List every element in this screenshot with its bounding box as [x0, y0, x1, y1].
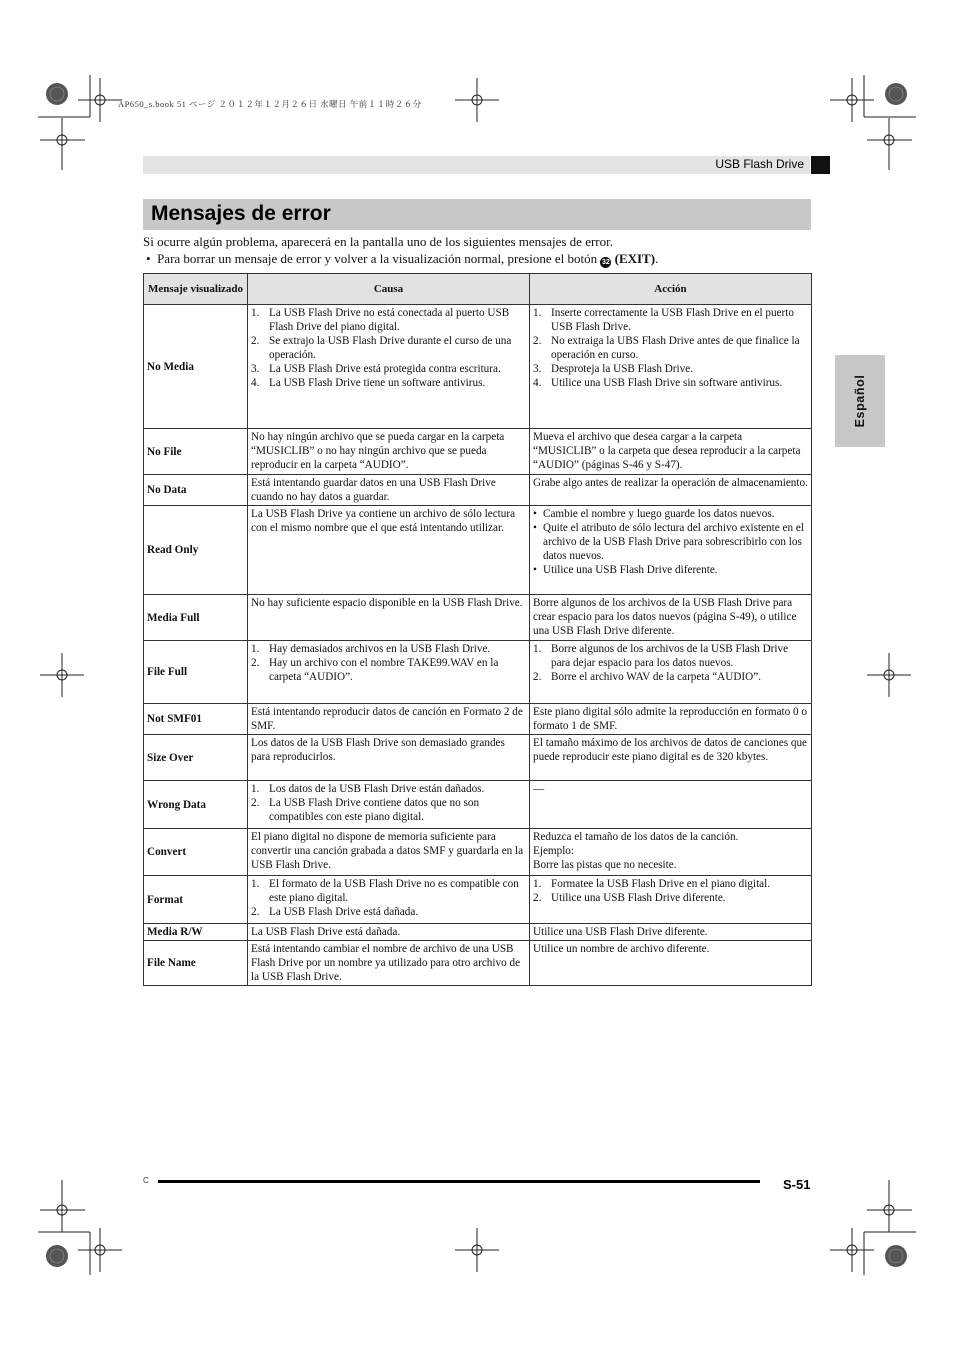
- list-number: 2.: [533, 671, 542, 683]
- cause-cell: [248, 506, 530, 595]
- list-item: [251, 306, 526, 334]
- language-tab: [835, 355, 885, 447]
- cause-list: [251, 642, 526, 684]
- action-list: [533, 507, 808, 577]
- list-item-text: Borre algunos de los archivos de la USB Flash Drive para dejar espacio para los datos nuevos.: [551, 643, 789, 669]
- action-text: Este piano digital sólo admite la reproducción en formato 0 o formato 1 de SMF.: [533, 706, 808, 732]
- list-item-text: Hay un archivo con el nombre TAKE99.WAV en la carpeta “AUDIO”.: [269, 657, 499, 683]
- error-message-name: Wrong Data: [144, 781, 248, 829]
- cause-cell: [248, 595, 530, 641]
- page-title: Mensajes de error: [151, 202, 331, 225]
- cause-text: La USB Flash Drive ya contiene un archivo de sólo lectura con el mismo nombre que el que está intentando utilizar.: [251, 508, 516, 534]
- cause-text: Está intentando reproducir datos de canción en Formato 2 de SMF.: [251, 706, 523, 732]
- list-item-text: Utilice una USB Flash Drive diferente.: [551, 892, 726, 904]
- bullet-text: Para borrar un mensaje de error y volver a la visualización normal, presione el botón: [157, 251, 598, 266]
- footer-mark: C: [143, 1176, 149, 1185]
- table-header-row: [144, 274, 812, 305]
- intro-text: Si ocurre algún problema, aparecerá en la pantalla uno de los siguientes mensajes de error.: [143, 234, 613, 249]
- cause-text: Está intentando guardar datos en una USB Flash Drive cuando no hay datos a guardar.: [251, 477, 496, 503]
- header-band: [143, 156, 810, 174]
- table-row: [144, 305, 812, 429]
- action-cell: [530, 704, 812, 735]
- action-list: [533, 877, 808, 905]
- list-item-text: Cambie el nombre y luego guarde los datos nuevos.: [543, 508, 775, 520]
- list-item-text: La USB Flash Drive contiene datos que no son compatibles con este piano digital.: [269, 797, 480, 823]
- list-item-text: Ejemplo:: [533, 845, 575, 857]
- error-message-name: File Full: [144, 641, 248, 704]
- table-row: [144, 475, 812, 506]
- cause-text: Los datos de la USB Flash Drive son demasiado grandes para reproducirlos.: [251, 737, 505, 763]
- action-cell: [530, 305, 812, 429]
- error-message-name: Media R/W: [144, 924, 248, 941]
- action-text: —: [533, 783, 545, 795]
- list-item: [533, 376, 808, 390]
- list-item-text: La USB Flash Drive está dañada.: [269, 906, 419, 918]
- table-row: [144, 506, 812, 595]
- error-message-name: Size Over: [144, 735, 248, 781]
- action-list: [533, 306, 808, 390]
- section-label: USB Flash Drive: [715, 157, 804, 171]
- action-cell: [530, 924, 812, 941]
- list-item-text: Los datos de la USB Flash Drive están dañados.: [269, 783, 485, 795]
- list-number: 1.: [251, 878, 260, 890]
- list-item: [533, 844, 808, 858]
- list-number: 2.: [533, 892, 542, 904]
- section-marker: [811, 156, 830, 174]
- list-number: 1.: [251, 783, 260, 795]
- action-cell: [530, 429, 812, 475]
- list-number: 2.: [251, 657, 260, 669]
- table-row: [144, 429, 812, 475]
- cause-text: La USB Flash Drive está dañada.: [251, 926, 401, 938]
- list-number: 2.: [251, 797, 260, 809]
- action-cell: [530, 506, 812, 595]
- list-item: [251, 782, 526, 796]
- cause-text: No hay suficiente espacio disponible en la USB Flash Drive.: [251, 597, 523, 609]
- list-item: [251, 334, 526, 362]
- table-row: [144, 641, 812, 704]
- list-item-text: El formato de la USB Flash Drive no es compatible con este piano digital.: [269, 878, 519, 904]
- cause-text: El piano digital no dispone de memoria suficiente para convertir una canción grabada a datos SMF y guardarla en la USB Flash Drive.: [251, 831, 524, 871]
- list-number: 1.: [533, 307, 542, 319]
- list-item-text: Formatee la USB Flash Drive en el piano digital.: [551, 878, 771, 890]
- table-row: [144, 829, 812, 876]
- action-cell: [530, 941, 812, 986]
- error-message-name: Read Only: [144, 506, 248, 595]
- action-list: [533, 642, 808, 684]
- list-item-text: No extraiga la UBS Flash Drive antes de que finalice la operación en curso.: [551, 335, 800, 361]
- action-text: Utilice un nombre de archivo diferente.: [533, 943, 710, 955]
- table-row: [144, 781, 812, 829]
- table-body: [144, 305, 812, 986]
- error-message-name: File Name: [144, 941, 248, 986]
- list-number: 1.: [251, 643, 260, 655]
- list-item: [251, 642, 526, 656]
- action-cell: [530, 829, 812, 876]
- error-message-name: No File: [144, 429, 248, 475]
- header-message: Mensaje visualizado: [144, 274, 248, 305]
- list-number: 1.: [533, 643, 542, 655]
- list-number: 1.: [533, 878, 542, 890]
- table-row: [144, 735, 812, 781]
- exit-button-label: (EXIT): [614, 251, 656, 266]
- title-bar: [143, 199, 811, 230]
- table-row: [144, 876, 812, 924]
- action-cell: [530, 595, 812, 641]
- list-item-text: Quite el atributo de sólo lectura del archivo existente en el archivo de la USB Flash Drive para sobrescribirlo con los datos nuevos.: [543, 522, 804, 562]
- list-item: [533, 891, 808, 905]
- list-number: 4.: [533, 377, 542, 389]
- list-number: 4.: [251, 377, 260, 389]
- list-item-text: Borre el archivo WAV de la carpeta “AUDIO”.: [551, 671, 761, 683]
- list-item: [533, 362, 808, 376]
- error-message-name: Media Full: [144, 595, 248, 641]
- cause-cell: [248, 305, 530, 429]
- list-item-text: Se extrajo la USB Flash Drive durante el curso de una operación.: [269, 335, 512, 361]
- action-cell: [530, 735, 812, 781]
- cause-cell: [248, 429, 530, 475]
- list-number: 3.: [533, 363, 542, 375]
- list-number: 3.: [251, 363, 260, 375]
- list-item: [533, 642, 808, 670]
- action-text: Grabe algo antes de realizar la operación de almacenamiento.: [533, 477, 808, 489]
- list-item: [533, 507, 808, 521]
- list-item-text: Hay demasiados archivos en la USB Flash Drive.: [269, 643, 491, 655]
- error-message-name: Format: [144, 876, 248, 924]
- list-number: 1.: [251, 307, 260, 319]
- action-text: Utilice una USB Flash Drive diferente.: [533, 926, 708, 938]
- list-item: [251, 376, 526, 390]
- list-number: 2.: [251, 906, 260, 918]
- header-cause: Causa: [248, 274, 530, 305]
- action-text: El tamaño máximo de los archivos de datos de canciones que puede reproducir este piano digital es de 320 kbytes.: [533, 737, 808, 763]
- list-item-text: Borre las pistas que no necesite.: [533, 859, 677, 871]
- list-item: [251, 656, 526, 684]
- language-tab-label: Español: [853, 374, 867, 428]
- error-message-name: No Data: [144, 475, 248, 506]
- table-row: [144, 941, 812, 986]
- header-action: Acción: [530, 274, 812, 305]
- action-cell: [530, 876, 812, 924]
- action-text: Borre algunos de los archivos de la USB Flash Drive para crear espacio para los datos nuevos (página S-49), o utilice una USB Flash Drive diferente.: [533, 597, 797, 637]
- action-list: [533, 830, 808, 872]
- list-item-text: Utilice una USB Flash Drive diferente.: [543, 564, 718, 576]
- action-cell: [530, 781, 812, 829]
- error-message-name: No Media: [144, 305, 248, 429]
- print-header: AP650_s.book 51 ページ ２０１２年１２月２６日 水曜日 午前１１時２６分: [118, 99, 422, 109]
- action-cell: [530, 641, 812, 704]
- error-message-name: Convert: [144, 829, 248, 876]
- bullet-icon: •: [146, 251, 151, 266]
- list-number: 2.: [533, 335, 542, 347]
- cause-cell: [248, 781, 530, 829]
- cause-cell: [248, 641, 530, 704]
- intro-bullet: [146, 250, 816, 268]
- list-item: [533, 877, 808, 891]
- list-item: [533, 830, 808, 844]
- list-item: [533, 858, 808, 872]
- list-item-text: Reduzca el tamaño de los datos de la canción.: [533, 831, 739, 843]
- list-item: [251, 362, 526, 376]
- table-row: [144, 595, 812, 641]
- list-item-text: La USB Flash Drive tiene un software antivirus.: [269, 377, 486, 389]
- list-item-text: Desproteja la USB Flash Drive.: [551, 363, 693, 375]
- page-number: S-51: [783, 1177, 811, 1192]
- list-item-text: Inserte correctamente la USB Flash Drive en el puerto USB Flash Drive.: [551, 307, 794, 333]
- cause-cell: [248, 924, 530, 941]
- bullet-end: .: [655, 251, 659, 266]
- list-number: 2.: [251, 335, 260, 347]
- list-item: [251, 877, 526, 905]
- exit-button-icon: 32: [601, 259, 610, 266]
- error-messages-table: [143, 273, 812, 986]
- action-text: Mueva el archivo que desea cargar a la carpeta “MUSICLIB” o la carpeta que desea reproducir a la carpeta “AUDIO” (páginas S-46 y S-47).: [533, 431, 801, 471]
- list-item: [533, 563, 808, 577]
- footer-rule: [158, 1180, 760, 1183]
- list-item: [533, 670, 808, 684]
- cause-text: Está intentando cambiar el nombre de archivo de una USB Flash Drive por un nombre ya utilizado para otro archivo de la USB Flash Drive.: [251, 943, 521, 983]
- list-item-text: La USB Flash Drive no está conectada al puerto USB Flash Drive del piano digital.: [269, 307, 510, 333]
- list-item: [533, 334, 808, 362]
- list-item-text: Utilice una USB Flash Drive sin software antivirus.: [551, 377, 783, 389]
- list-item: [251, 796, 526, 824]
- list-item: [533, 521, 808, 563]
- cause-list: [251, 877, 526, 919]
- cause-cell: [248, 704, 530, 735]
- cause-cell: [248, 829, 530, 876]
- list-item: [251, 905, 526, 919]
- cause-cell: [248, 475, 530, 506]
- list-item-text: La USB Flash Drive está protegida contra escritura.: [269, 363, 501, 375]
- cause-list: [251, 306, 526, 390]
- action-cell: [530, 475, 812, 506]
- table-row: [144, 704, 812, 735]
- cause-cell: [248, 941, 530, 986]
- cause-text: No hay ningún archivo que se pueda cargar en la carpeta “MUSICLIB” o no hay ningún archivo que se pueda reproducir en la carpeta “AUDIO”.: [251, 431, 505, 471]
- error-message-name: Not SMF01: [144, 704, 248, 735]
- table-row: [144, 924, 812, 941]
- cause-cell: [248, 876, 530, 924]
- cause-cell: [248, 735, 530, 781]
- cause-list: [251, 782, 526, 824]
- list-item: [533, 306, 808, 334]
